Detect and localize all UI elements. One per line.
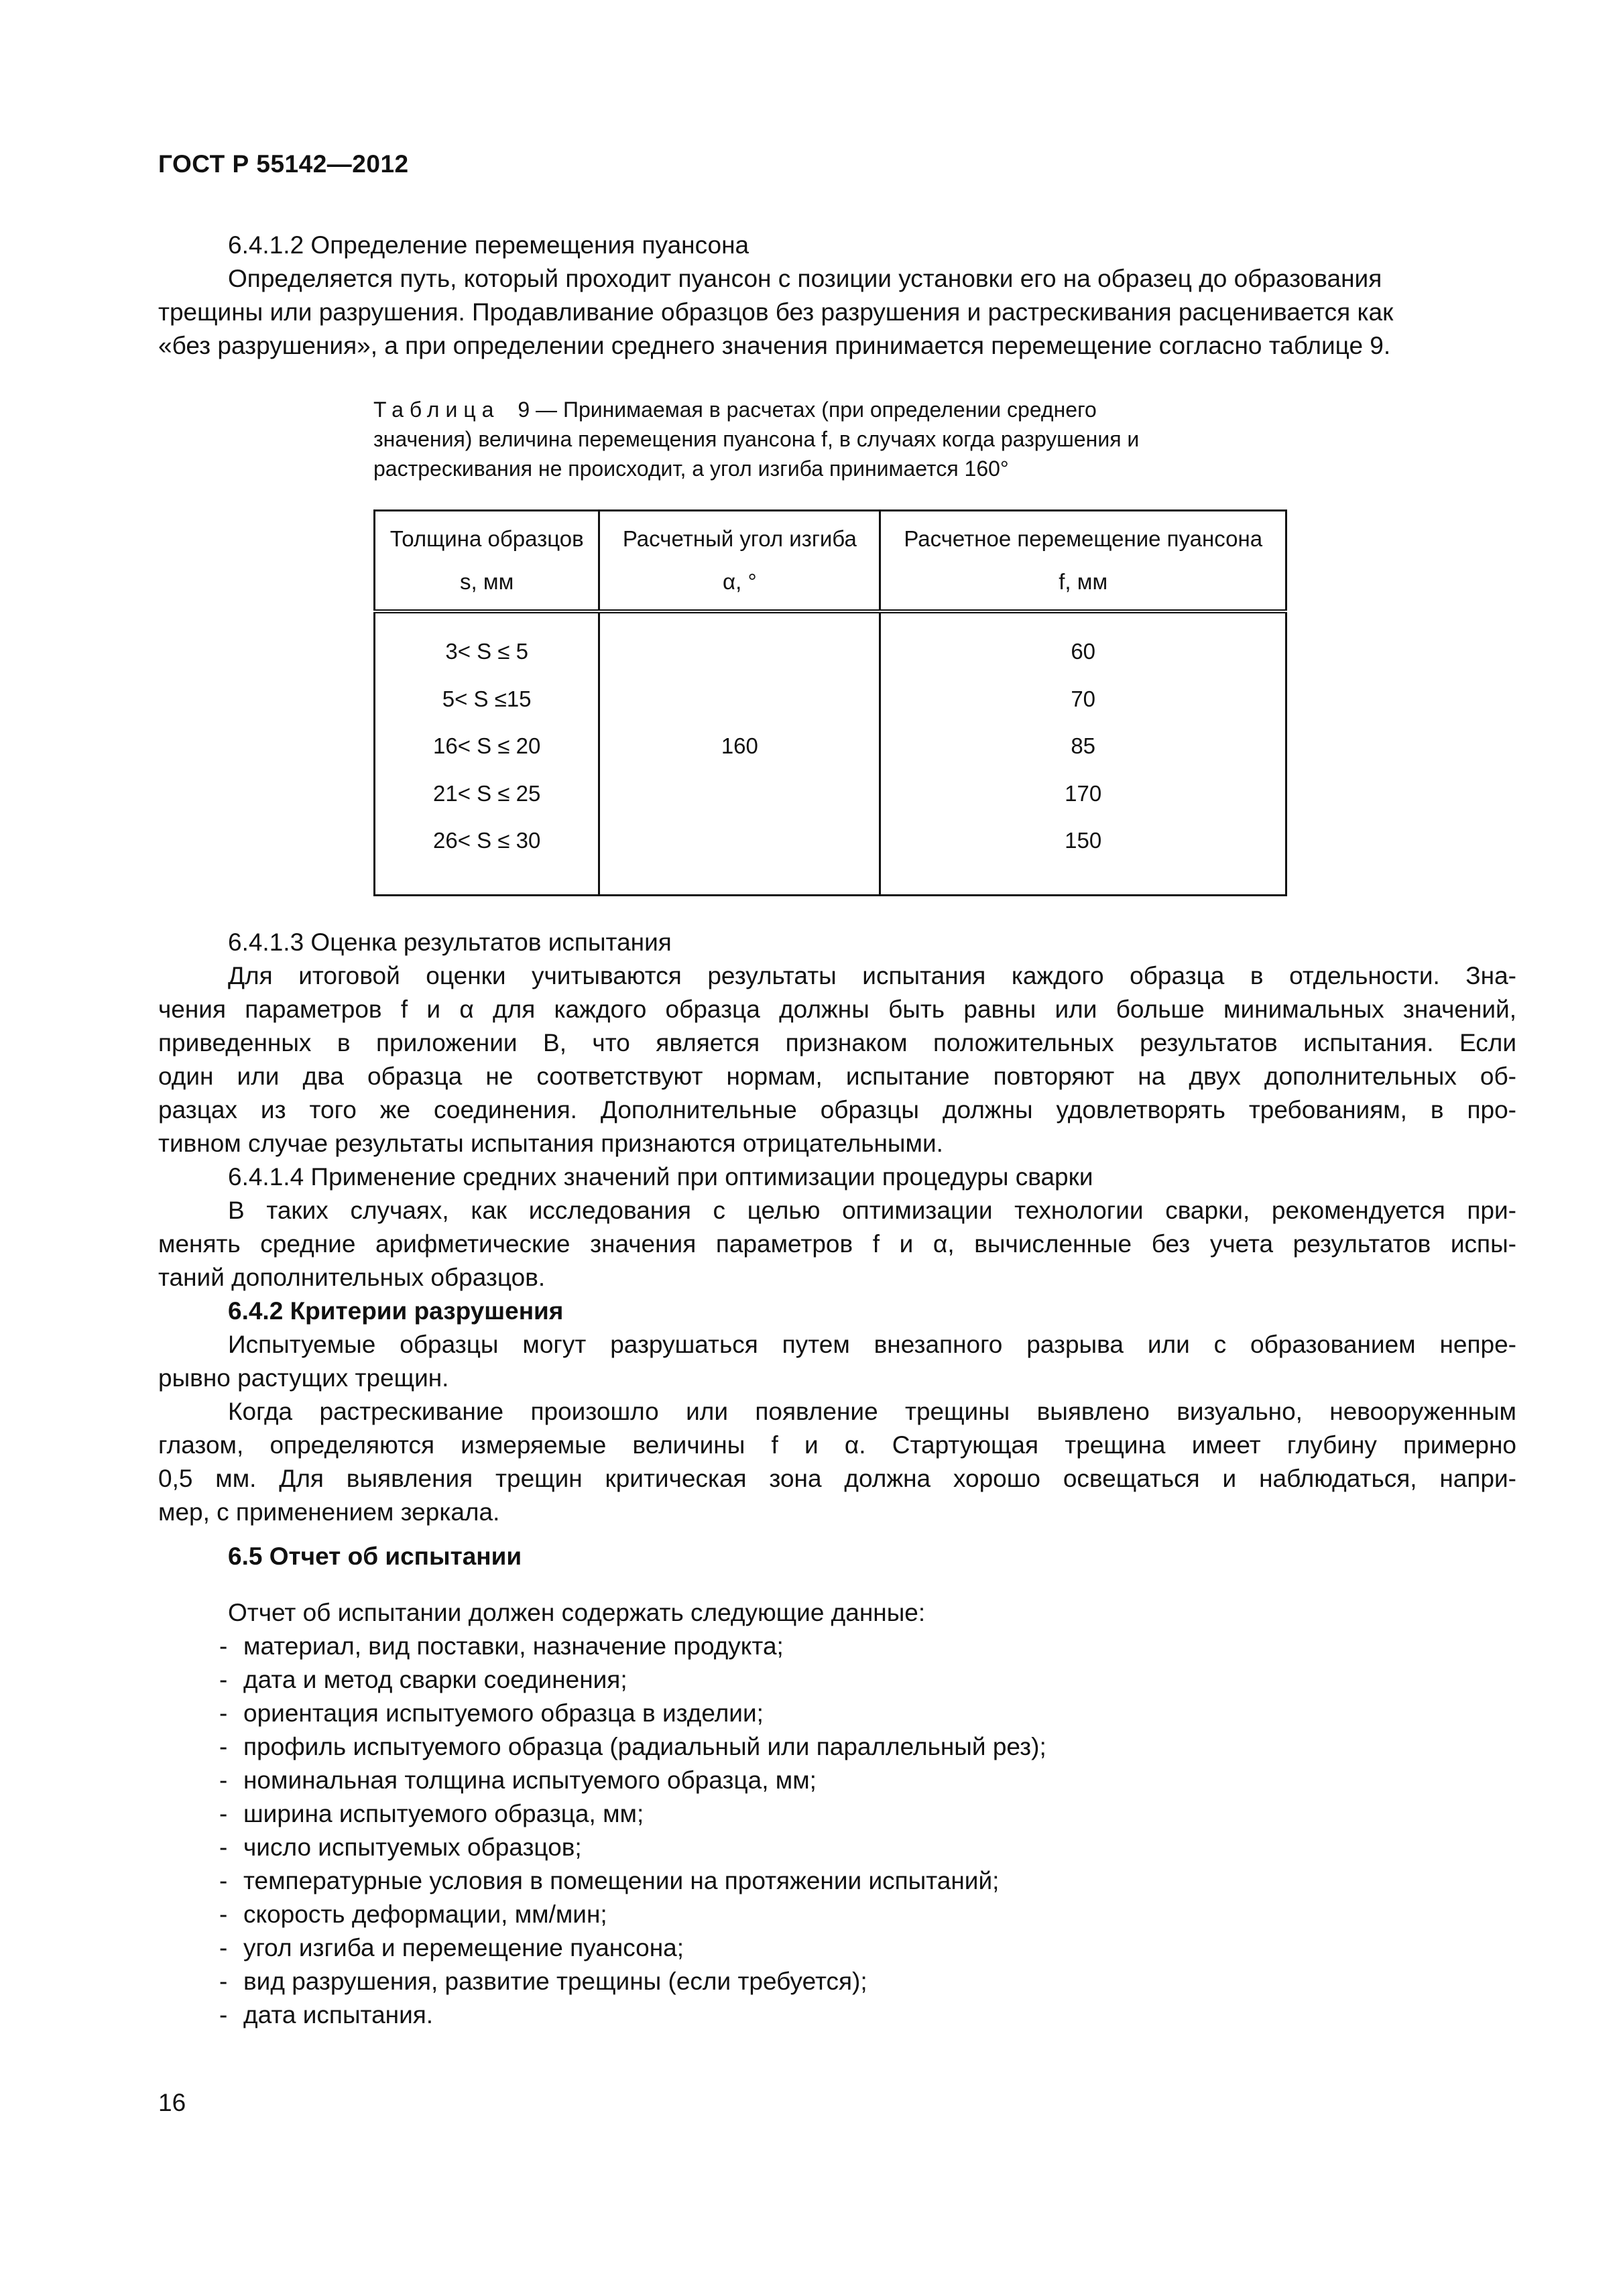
- header-unit: s, мм: [460, 569, 514, 594]
- list-item: температурные условия в помещении на протяжении испытаний;: [243, 1867, 1000, 1894]
- table-cell: 26< S ≤ 30: [433, 828, 541, 853]
- paragraph-line: разцах из того же соединения. Дополнительные образцы должны удовлетворять требованиям, в про-: [158, 1096, 1516, 1124]
- list-bullet: -: [219, 2001, 228, 2029]
- header-title: Расчетное перемещение пуансона: [904, 526, 1263, 551]
- table-header-row: [375, 511, 1286, 612]
- list-item: вид разрушения, развитие трещины (если требуется);: [243, 1968, 867, 1995]
- paragraph-line: Для итоговой оценки учитываются результаты испытания каждого образца в отдельности. Зна-: [228, 962, 1516, 989]
- paragraph-line: чения параметров f и α для каждого образца должны быть равны или больше минимальных значений,: [158, 995, 1516, 1023]
- paragraph-line: таний дополнительных образцов.: [158, 1264, 546, 1291]
- header-title: Расчетный угол изгиба: [622, 526, 857, 551]
- document-header: ГОСТ Р 55142—2012: [158, 150, 409, 178]
- paragraph-line: Определяется путь, который проходит пуансон с позиции установки его на образец до образования: [228, 265, 1382, 292]
- section-title-6-4-2: 6.4.2 Критерии разрушения: [228, 1297, 564, 1325]
- list-bullet: -: [219, 1934, 228, 1961]
- table-caption-line: значения) величина перемещения пуансона f, в случаях когда разрушения и: [373, 427, 1140, 451]
- list-item: дата испытания.: [243, 2001, 434, 2029]
- paragraph-line: Испытуемые образцы могут разрушаться путем внезапного разрыва или с образованием непре-: [228, 1331, 1516, 1358]
- paragraph-line: менять средние арифметические значения параметров f и α, вычисленные без учета результатов испы-: [158, 1230, 1516, 1258]
- thickness-column: [375, 611, 599, 896]
- list-item: дата и метод сварки соединения;: [243, 1666, 627, 1693]
- list-item: номинальная толщина испытуемого образца, мм;: [243, 1766, 817, 1794]
- section-title-6-4-1-3: 6.4.1.3 Оценка результатов испытания: [228, 928, 672, 956]
- paragraph-line: 0,5 мм. Для выявления трещин критическая зона должна хорошо освещаться и наблюдаться, напри-: [158, 1465, 1516, 1492]
- list-item: материал, вид поставки, назначение продукта;: [243, 1632, 784, 1660]
- list-item: ширина испытуемого образца, мм;: [243, 1800, 644, 1827]
- list-bullet: -: [219, 1833, 228, 1861]
- table-cell: 85: [1071, 733, 1096, 758]
- list-bullet: -: [219, 1733, 228, 1760]
- table-caption-line: растрескивания не происходит, а угол изгиба принимается 160°: [373, 457, 1009, 481]
- table-cell: 170: [1065, 780, 1102, 806]
- paragraph-line: тивном случае результаты испытания признаются отрицательными.: [158, 1130, 943, 1157]
- table-header-cell: [880, 511, 1286, 612]
- table-caption-line: [373, 396, 1285, 424]
- list-item: угол изгиба и перемещение пуансона;: [243, 1934, 684, 1961]
- section-title-6-4-1-2: 6.4.1.2 Определение перемещения пуансона: [228, 231, 749, 259]
- table-cell: 5< S ≤15: [442, 686, 532, 711]
- table-cell: 3< S ≤ 5: [445, 639, 528, 664]
- table-9: [373, 509, 1287, 896]
- table-cell: 70: [1071, 686, 1096, 711]
- header-title: Толщина образцов: [389, 526, 584, 551]
- paragraph-line: приведенных в приложении В, что является признаком положительных результатов испытания. Если: [158, 1029, 1516, 1056]
- paragraph-line: один или два образца не соответствуют нормам, испытание повторяют на двух дополнительных об-: [158, 1063, 1516, 1090]
- list-bullet: -: [219, 1632, 228, 1660]
- list-bullet: -: [219, 1867, 228, 1894]
- table-caption-text: 9 — Принимаемая в расчетах (при определении среднего: [518, 398, 1097, 422]
- list-bullet: -: [219, 1699, 228, 1727]
- list-bullet: -: [219, 1766, 228, 1794]
- table-header-cell: [375, 511, 599, 612]
- list-bullet: -: [219, 1968, 228, 1995]
- table-cell: 60: [1071, 639, 1096, 664]
- list-bullet: -: [219, 1900, 228, 1928]
- section-title-6-5: 6.5 Отчет об испытании: [228, 1543, 522, 1570]
- displacement-column: [880, 611, 1286, 896]
- list-bullet: -: [219, 1666, 228, 1693]
- report-intro: Отчет об испытании должен содержать следующие данные:: [228, 1599, 926, 1626]
- list-item: число испытуемых образцов;: [243, 1833, 582, 1861]
- header-unit: f, мм: [1059, 569, 1108, 594]
- list-item: профиль испытуемого образца (радиальный или параллельный рез);: [243, 1733, 1046, 1760]
- angle-column: [599, 611, 880, 896]
- table-header-cell: [599, 511, 880, 612]
- paragraph-line: трещины или разрушения. Продавливание образцов без разрушения и растрескивания расценивается как: [158, 298, 1394, 326]
- table-caption-label: Таблица: [373, 398, 500, 422]
- paragraph-line: Когда растрескивание произошло или появление трещины выявлено визуально, невооруженным: [228, 1398, 1516, 1425]
- page-number: 16: [158, 2089, 186, 2116]
- table-body-row: [375, 611, 1286, 896]
- list-item: скорость деформации, мм/мин;: [243, 1900, 607, 1928]
- table-cell: 150: [1065, 828, 1102, 853]
- paragraph-line: глазом, определяются измеряемые величины f и α. Стартующая трещина имеет глубину примерно: [158, 1431, 1516, 1459]
- paragraph-line: рывно растущих трещин.: [158, 1364, 449, 1392]
- section-title-6-4-1-4: 6.4.1.4 Применение средних значений при оптимизации процедуры сварки: [228, 1163, 1093, 1191]
- paragraph-line: мер, с применением зеркала.: [158, 1498, 500, 1526]
- list-item: ориентация испытуемого образца в изделии;: [243, 1699, 764, 1727]
- table-cell: 21< S ≤ 25: [433, 780, 541, 806]
- paragraph-line: В таких случаях, как исследования с целью оптимизации технологии сварки, рекомендуется при-: [228, 1197, 1516, 1224]
- paragraph-line: «без разрушения», а при определении среднего значения принимается перемещение согласно таблице 9.: [158, 332, 1391, 359]
- header-unit: α, °: [723, 569, 757, 594]
- table-cell: 16< S ≤ 20: [433, 733, 541, 758]
- table-cell: 160: [721, 733, 758, 758]
- list-bullet: -: [219, 1800, 228, 1827]
